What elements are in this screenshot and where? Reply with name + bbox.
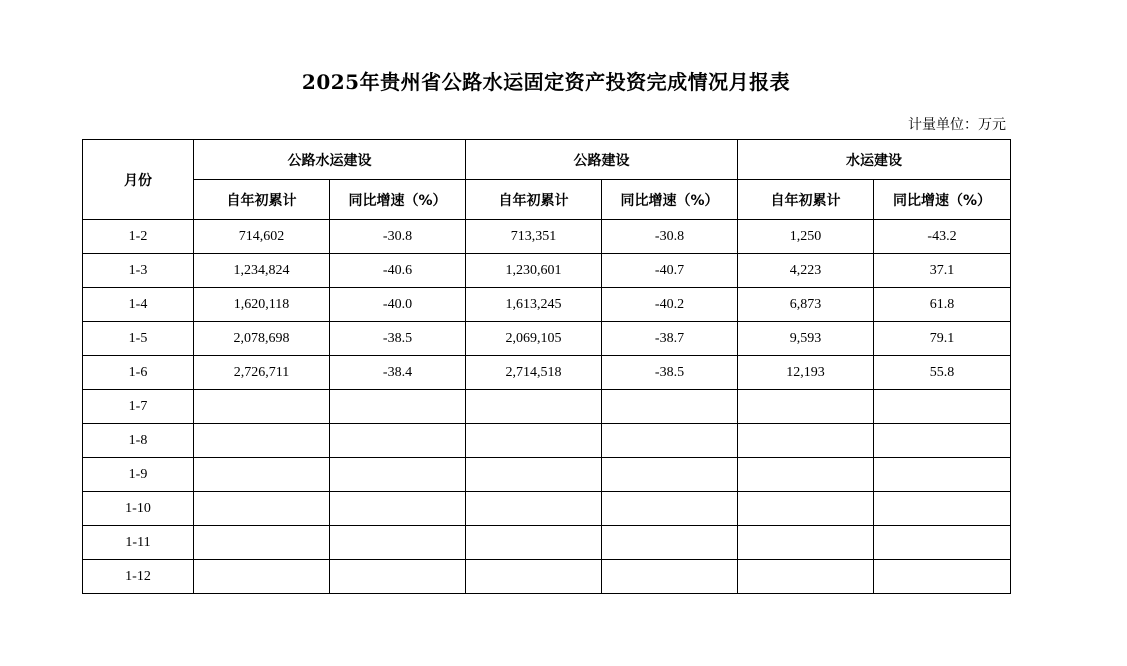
month-cell: 1-9 bbox=[83, 458, 194, 492]
road-cumulative-cell: 2,714,518 bbox=[466, 356, 602, 390]
road-cumulative-cell bbox=[466, 424, 602, 458]
header-month: 月份 bbox=[83, 140, 194, 220]
road-growth-cell: -30.8 bbox=[602, 220, 738, 254]
report-title: 2025年贵州省公路水运固定资产投资完成情况月报表 bbox=[301, 70, 791, 94]
total-growth-cell: -38.4 bbox=[330, 356, 466, 390]
total-cumulative-cell bbox=[194, 492, 330, 526]
total-cumulative-cell: 2,726,711 bbox=[194, 356, 330, 390]
water-cumulative-cell: 1,250 bbox=[738, 220, 874, 254]
water-cumulative-cell: 12,193 bbox=[738, 356, 874, 390]
header-group-total: 公路水运建设 bbox=[194, 140, 466, 180]
road-growth-cell: -38.5 bbox=[602, 356, 738, 390]
water-growth-cell: -43.2 bbox=[874, 220, 1011, 254]
total-growth-cell: -40.6 bbox=[330, 254, 466, 288]
month-cell: 1-6 bbox=[83, 356, 194, 390]
water-cumulative-cell bbox=[738, 390, 874, 424]
water-cumulative-cell: 4,223 bbox=[738, 254, 874, 288]
water-cumulative-cell bbox=[738, 492, 874, 526]
unit-label: 计量单位：万元 bbox=[908, 117, 1006, 133]
total-growth-cell: -38.5 bbox=[330, 322, 466, 356]
total-growth-cell bbox=[330, 492, 466, 526]
road-cumulative-cell bbox=[466, 390, 602, 424]
month-cell: 1-8 bbox=[83, 424, 194, 458]
road-growth-cell bbox=[602, 458, 738, 492]
road-growth-cell bbox=[602, 526, 738, 560]
header-group-water: 水运建设 bbox=[738, 140, 1011, 180]
month-cell: 1-5 bbox=[83, 322, 194, 356]
road-growth-cell: -38.7 bbox=[602, 322, 738, 356]
total-cumulative-cell bbox=[194, 526, 330, 560]
total-cumulative-cell: 1,620,118 bbox=[194, 288, 330, 322]
total-growth-cell: -40.0 bbox=[330, 288, 466, 322]
road-growth-cell: -40.7 bbox=[602, 254, 738, 288]
table-row bbox=[83, 526, 1011, 560]
total-growth-cell bbox=[330, 526, 466, 560]
total-growth-cell: -30.8 bbox=[330, 220, 466, 254]
header-water-cumulative: 自年初累计 bbox=[738, 180, 874, 220]
road-cumulative-cell: 713,351 bbox=[466, 220, 602, 254]
month-cell: 1-11 bbox=[83, 526, 194, 560]
water-growth-cell: 55.8 bbox=[874, 356, 1011, 390]
road-growth-cell: -40.2 bbox=[602, 288, 738, 322]
road-cumulative-cell bbox=[466, 526, 602, 560]
month-cell: 1-3 bbox=[83, 254, 194, 288]
road-cumulative-cell: 2,069,105 bbox=[466, 322, 602, 356]
total-growth-cell bbox=[330, 458, 466, 492]
road-growth-cell bbox=[602, 424, 738, 458]
road-cumulative-cell bbox=[466, 560, 602, 594]
header-row-subcolumns bbox=[83, 180, 1011, 220]
road-cumulative-cell: 1,230,601 bbox=[466, 254, 602, 288]
total-cumulative-cell: 714,602 bbox=[194, 220, 330, 254]
header-road-growth: 同比增速（%） bbox=[602, 180, 738, 220]
header-water-growth: 同比增速（%） bbox=[874, 180, 1011, 220]
table-row bbox=[83, 322, 1011, 356]
month-cell: 1-4 bbox=[83, 288, 194, 322]
water-growth-cell: 79.1 bbox=[874, 322, 1011, 356]
table-row bbox=[83, 390, 1011, 424]
water-growth-cell bbox=[874, 390, 1011, 424]
water-growth-cell bbox=[874, 526, 1011, 560]
header-total-growth: 同比增速（%） bbox=[330, 180, 466, 220]
water-growth-cell: 37.1 bbox=[874, 254, 1011, 288]
header-road-cumulative: 自年初累计 bbox=[466, 180, 602, 220]
table-row bbox=[83, 492, 1011, 526]
water-growth-cell bbox=[874, 458, 1011, 492]
table-row bbox=[83, 288, 1011, 322]
table-row bbox=[83, 220, 1011, 254]
water-cumulative-cell bbox=[738, 526, 874, 560]
water-cumulative-cell: 6,873 bbox=[738, 288, 874, 322]
total-growth-cell bbox=[330, 424, 466, 458]
water-growth-cell bbox=[874, 560, 1011, 594]
total-growth-cell bbox=[330, 390, 466, 424]
table-row bbox=[83, 458, 1011, 492]
water-cumulative-cell bbox=[738, 424, 874, 458]
total-growth-cell bbox=[330, 560, 466, 594]
total-cumulative-cell: 2,078,698 bbox=[194, 322, 330, 356]
water-cumulative-cell bbox=[738, 560, 874, 594]
header-row-groups bbox=[83, 140, 1011, 180]
road-growth-cell bbox=[602, 560, 738, 594]
header-total-cumulative: 自年初累计 bbox=[194, 180, 330, 220]
water-cumulative-cell: 9,593 bbox=[738, 322, 874, 356]
month-cell: 1-7 bbox=[83, 390, 194, 424]
header-group-road: 公路建设 bbox=[466, 140, 738, 180]
month-cell: 1-12 bbox=[83, 560, 194, 594]
water-growth-cell bbox=[874, 424, 1011, 458]
month-cell: 1-2 bbox=[83, 220, 194, 254]
water-cumulative-cell bbox=[738, 458, 874, 492]
table-row bbox=[83, 356, 1011, 390]
table-row bbox=[83, 560, 1011, 594]
road-cumulative-cell bbox=[466, 458, 602, 492]
road-growth-cell bbox=[602, 390, 738, 424]
total-cumulative-cell bbox=[194, 560, 330, 594]
table-row bbox=[83, 254, 1011, 288]
water-growth-cell: 61.8 bbox=[874, 288, 1011, 322]
road-growth-cell bbox=[602, 492, 738, 526]
road-cumulative-cell bbox=[466, 492, 602, 526]
table-row bbox=[83, 424, 1011, 458]
total-cumulative-cell bbox=[194, 458, 330, 492]
month-cell: 1-10 bbox=[83, 492, 194, 526]
investment-table bbox=[82, 139, 1011, 594]
total-cumulative-cell: 1,234,824 bbox=[194, 254, 330, 288]
water-growth-cell bbox=[874, 492, 1011, 526]
road-cumulative-cell: 1,613,245 bbox=[466, 288, 602, 322]
total-cumulative-cell bbox=[194, 424, 330, 458]
total-cumulative-cell bbox=[194, 390, 330, 424]
